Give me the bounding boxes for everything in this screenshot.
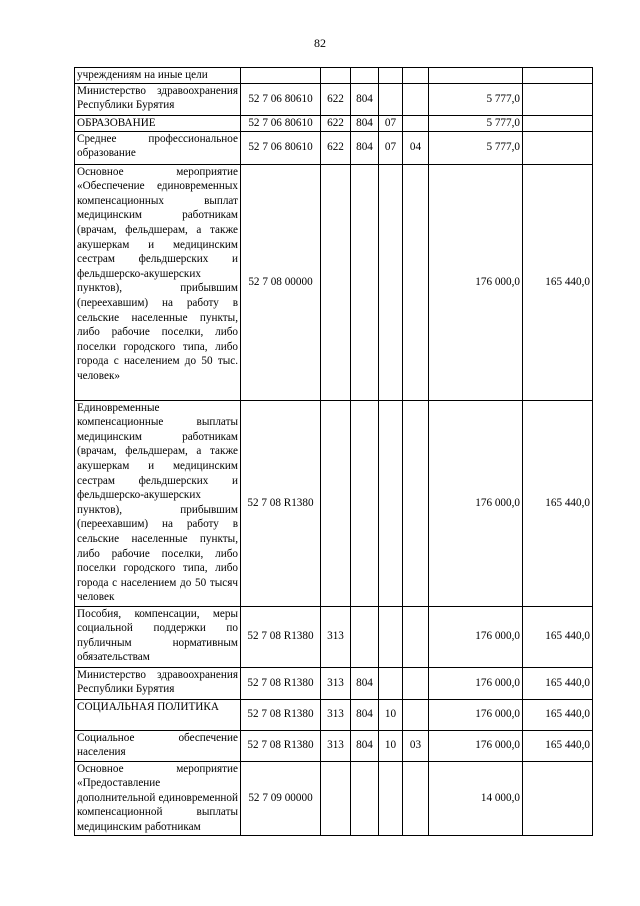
target-article-code: 52 7 06 80610 [241,131,321,164]
ministry-code [351,400,379,606]
ministry-code: 804 [351,667,379,699]
row-name: СОЦИАЛЬНАЯ ПОЛИТИКА [75,699,241,730]
subsection-code [403,606,429,667]
table-row [75,115,593,131]
table-row [75,68,593,84]
expense-type-code: 313 [321,667,351,699]
sum-first-year: 176 000,0 [429,730,523,761]
sum-first-year: 5 777,0 [429,83,523,115]
section-code [379,68,403,84]
table-row [75,83,593,115]
table-row [75,400,593,606]
row-name: Социальное обеспечение населения [75,730,241,761]
row-name: Среднее профессиональное образование [75,131,241,164]
subsection-code [403,667,429,699]
ministry-code: 804 [351,115,379,131]
sum-first-year: 176 000,0 [429,400,523,606]
target-article-code: 52 7 08 00000 [241,164,321,400]
sum-second-year: 165 440,0 [523,400,593,606]
expense-type-code: 313 [321,730,351,761]
section-code: 07 [379,115,403,131]
expense-type-code: 622 [321,131,351,164]
target-article-code [241,68,321,84]
sum-second-year [523,131,593,164]
sum-first-year: 5 777,0 [429,115,523,131]
sum-second-year: 165 440,0 [523,606,593,667]
sum-second-year [523,761,593,835]
subsection-code [403,699,429,730]
subsection-code [403,400,429,606]
sum-first-year: 176 000,0 [429,606,523,667]
row-name: Основное мероприятие «Предоставление дополнительной единовременной компенсационной выплаты медицинским работникам [75,761,241,835]
section-code [379,164,403,400]
section-code: 10 [379,730,403,761]
target-article-code: 52 7 08 R1380 [241,730,321,761]
subsection-code: 04 [403,131,429,164]
row-name: Пособия, компенсации, меры социальной поддержки по публичным нормативным обязательствам [75,606,241,667]
expense-type-code [321,68,351,84]
table-row [75,164,593,400]
subsection-code [403,68,429,84]
table-row [75,606,593,667]
ministry-code: 804 [351,730,379,761]
target-article-code: 52 7 06 80610 [241,115,321,131]
sum-first-year: 5 777,0 [429,131,523,164]
section-code [379,606,403,667]
row-name: учреждениям на иные цели [75,68,241,84]
target-article-code: 52 7 09 00000 [241,761,321,835]
section-code [379,400,403,606]
target-article-code: 52 7 06 80610 [241,83,321,115]
ministry-code: 804 [351,131,379,164]
ministry-code [351,606,379,667]
section-code [379,761,403,835]
sum-second-year [523,83,593,115]
row-name: Министерство здравоохранения Республики Бурятия [75,667,241,699]
row-name: ОБРАЗОВАНИЕ [75,115,241,131]
table-row [75,131,593,164]
table-row [75,699,593,730]
page-number: 82 [314,36,326,50]
budget-table [74,67,593,836]
sum-first-year: 14 000,0 [429,761,523,835]
expense-type-code [321,164,351,400]
expense-type-code [321,761,351,835]
sum-second-year [523,68,593,84]
sum-second-year: 165 440,0 [523,164,593,400]
sum-second-year [523,115,593,131]
target-article-code: 52 7 08 R1380 [241,699,321,730]
section-code: 07 [379,131,403,164]
sum-second-year: 165 440,0 [523,730,593,761]
table-row [75,730,593,761]
expense-type-code: 622 [321,83,351,115]
row-name: Министерство здравоохранения Республики Бурятия [75,83,241,115]
ministry-code: 804 [351,699,379,730]
sum-first-year: 176 000,0 [429,667,523,699]
target-article-code: 52 7 08 R1380 [241,667,321,699]
subsection-code: 03 [403,730,429,761]
sum-second-year: 165 440,0 [523,667,593,699]
table-row [75,761,593,835]
ministry-code [351,761,379,835]
target-article-code: 52 7 08 R1380 [241,400,321,606]
subsection-code [403,761,429,835]
row-name: Основное мероприятие «Обеспечение единовременных компенсационных выплат медицинским работникам (врачам, фельдшерам, а также акушеркам и медицинским сестрам фельдшерских и фельдшерско-акушерских пунктов), прибывшим (переехавшим) на работу в сельские населенные пункты, либо рабочие поселки, либо поселки городского типа, либо города с населением до 50 тыс. человек» [75,164,241,400]
table-row [75,667,593,699]
section-code [379,667,403,699]
sum-first-year: 176 000,0 [429,164,523,400]
target-article-code: 52 7 08 R1380 [241,606,321,667]
ministry-code: 804 [351,83,379,115]
expense-type-code: 622 [321,115,351,131]
section-code: 10 [379,699,403,730]
sum-first-year [429,68,523,84]
subsection-code [403,115,429,131]
expense-type-code: 313 [321,606,351,667]
expense-type-code: 313 [321,699,351,730]
subsection-code [403,164,429,400]
sum-first-year: 176 000,0 [429,699,523,730]
ministry-code [351,164,379,400]
expense-type-code [321,400,351,606]
ministry-code [351,68,379,84]
row-name: Единовременные компенсационные выплаты медицинским работникам (врачам, фельдшерам, а также акушеркам и медицинским сестрам фельдшерских и фельдшерско-акушерских пунктов), прибывшим (переехавшим) на работу в сельские населенные пункты, либо рабочие поселки, либо поселки городского типа, либо города с населением до 50 тысяч человек [75,400,241,606]
section-code [379,83,403,115]
subsection-code [403,83,429,115]
sum-second-year: 165 440,0 [523,699,593,730]
